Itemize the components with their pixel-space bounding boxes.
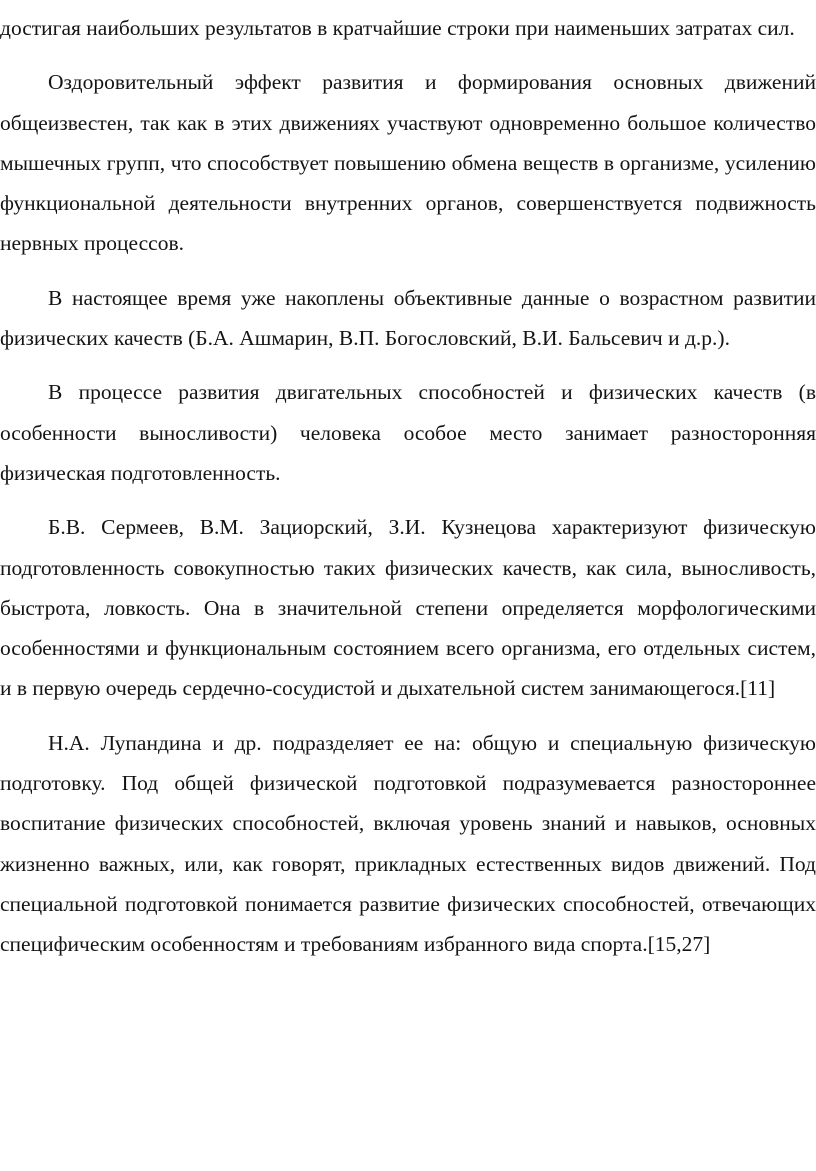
paragraph-age-data: В настоящее время уже накоплены объективные данные о возрастном развитии физических качеств (Б.А. Ашмарин, В.П. Богословский, В.И. Бальсевич и д.р.). bbox=[0, 285, 816, 351]
paragraph-training-types: Н.А. Лупандина и др. подразделяет ее на: общую и специальную физическую подготовку. Под общей физической подготовкой подразумевается разностороннее воспитание физических способностей, включая уровень знаний и навыков, основных жизненно важных, или, как говорят, прикладных естественных видов движений. Под специальной подготовкой понимается развитие физических способностей, отвечающих специфическим особенностям и требованиям избранного вида спорта.[15,27] bbox=[0, 730, 816, 957]
paragraph-fitness-qualities: Б.В. Сермеев, В.М. Зациорский, З.И. Кузнецова характеризуют физическую подготовленность совокупностью таких физических качеств, как сила, выносливость, быстрота, ловкость. Она в значительной степени определяется морфологическими особенностями и функциональным состоянием всего организма, его отдельных систем, и в первую очередь сердечно-сосудистой и дыхательной систем занимающегося.[11] bbox=[0, 515, 816, 701]
paragraph-continuation: достигая наибольших результатов в кратчайшие строки при наименьших затратах сил. bbox=[0, 16, 795, 40]
paragraph-health-effect: Оздоровительный эффект развития и формирования основных движений общеизвестен, так как в этих движениях участвуют одновременно большое количество мышечных групп, что способствует повышению обмена веществ в организме, усилению функциональной деятельности внутренних органов, совершенствуется подвижность нервных процессов. bbox=[0, 70, 816, 256]
paragraph-versatile-fitness: В процессе развития двигательных способностей и физических качеств (в особенности выносливости) человека особое место занимает разносторонняя физическая подготовленность. bbox=[0, 380, 816, 485]
